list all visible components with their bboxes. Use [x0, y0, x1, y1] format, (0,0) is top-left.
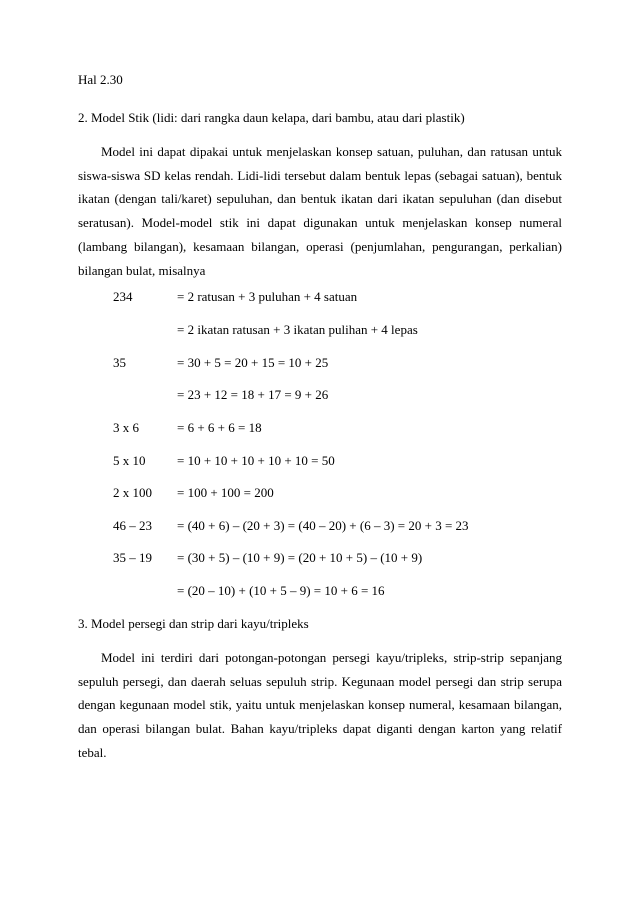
example-right: = (20 – 10) + (10 + 5 – 9) = 10 + 6 = 16: [177, 583, 385, 598]
section-3-heading: 3. Model persegi dan strip dari kayu/tripleks: [78, 616, 309, 631]
example-right: = 2 ikatan ratusan + 3 ikatan pulihan + 4 lepas: [177, 322, 418, 337]
example-right: = 2 ratusan + 3 puluhan + 4 satuan: [177, 289, 358, 304]
example-left: 5 x 10: [113, 453, 146, 468]
example-left: 35: [113, 355, 126, 370]
section-2-paragraph: [78, 140, 562, 282]
example-right: = (40 + 6) – (20 + 3) = (40 – 20) + (6 – 3) = 20 + 3 = 23: [177, 518, 469, 533]
section-2-heading: 2. Model Stik (lidi: dari rangka daun kelapa, dari bambu, atau dari plastik): [78, 110, 465, 125]
example-left: 46 – 23: [113, 518, 152, 533]
example-right: = 30 + 5 = 20 + 15 = 10 + 25: [177, 355, 329, 370]
example-left: 3 x 6: [113, 420, 139, 435]
section-3-paragraph: [78, 646, 562, 765]
section-3-paragraph-text: Model ini terdiri dari potongan-potongan persegi kayu/tripleks, strip-strip sepanjang sepuluh persegi, dan daerah seluas sepuluh strip. Kegunaan model persegi dan strip serupa dengan kegunaan model stik, yaitu untuk menjelaskan konsep numeral, kesamaan bilangan, dan operasi bilangan bulat. Bahan kayu/tripleks dapat diganti dengan karton yang relatif tebal.: [78, 650, 562, 760]
example-left: 2 x 100: [113, 485, 152, 500]
example-right: = 10 + 10 + 10 + 10 + 10 = 50: [177, 453, 335, 468]
example-right: = 100 + 100 = 200: [177, 485, 274, 500]
example-left: 234: [113, 289, 133, 304]
example-left: 35 – 19: [113, 550, 152, 565]
example-right: = 23 + 12 = 18 + 17 = 9 + 26: [177, 387, 329, 402]
section-2-paragraph-text: Model ini dapat dipakai untuk menjelaskan konsep satuan, puluhan, dan ratusan untuk siswa-siswa SD kelas rendah. Lidi-lidi tersebut dalam bentuk lepas (sebagai satuan), bentuk ikatan (dengan tali/karet) sepuluhan, dan bentuk ikatan dari ikatan sepuluhan (dan disebut seratusan). Model-model stik ini dapat digunakan untuk menjelaskan konsep numeral (lambang bilangan), kesamaan bilangan, operasi (penjumlahan, pengurangan, perkalian) bilangan bulat, misalnya: [78, 144, 562, 278]
example-right: = 6 + 6 + 6 = 18: [177, 420, 262, 435]
page-reference: Hal 2.30: [78, 72, 123, 87]
example-right: = (30 + 5) – (10 + 9) = (20 + 10 + 5) – (10 + 9): [177, 550, 423, 565]
